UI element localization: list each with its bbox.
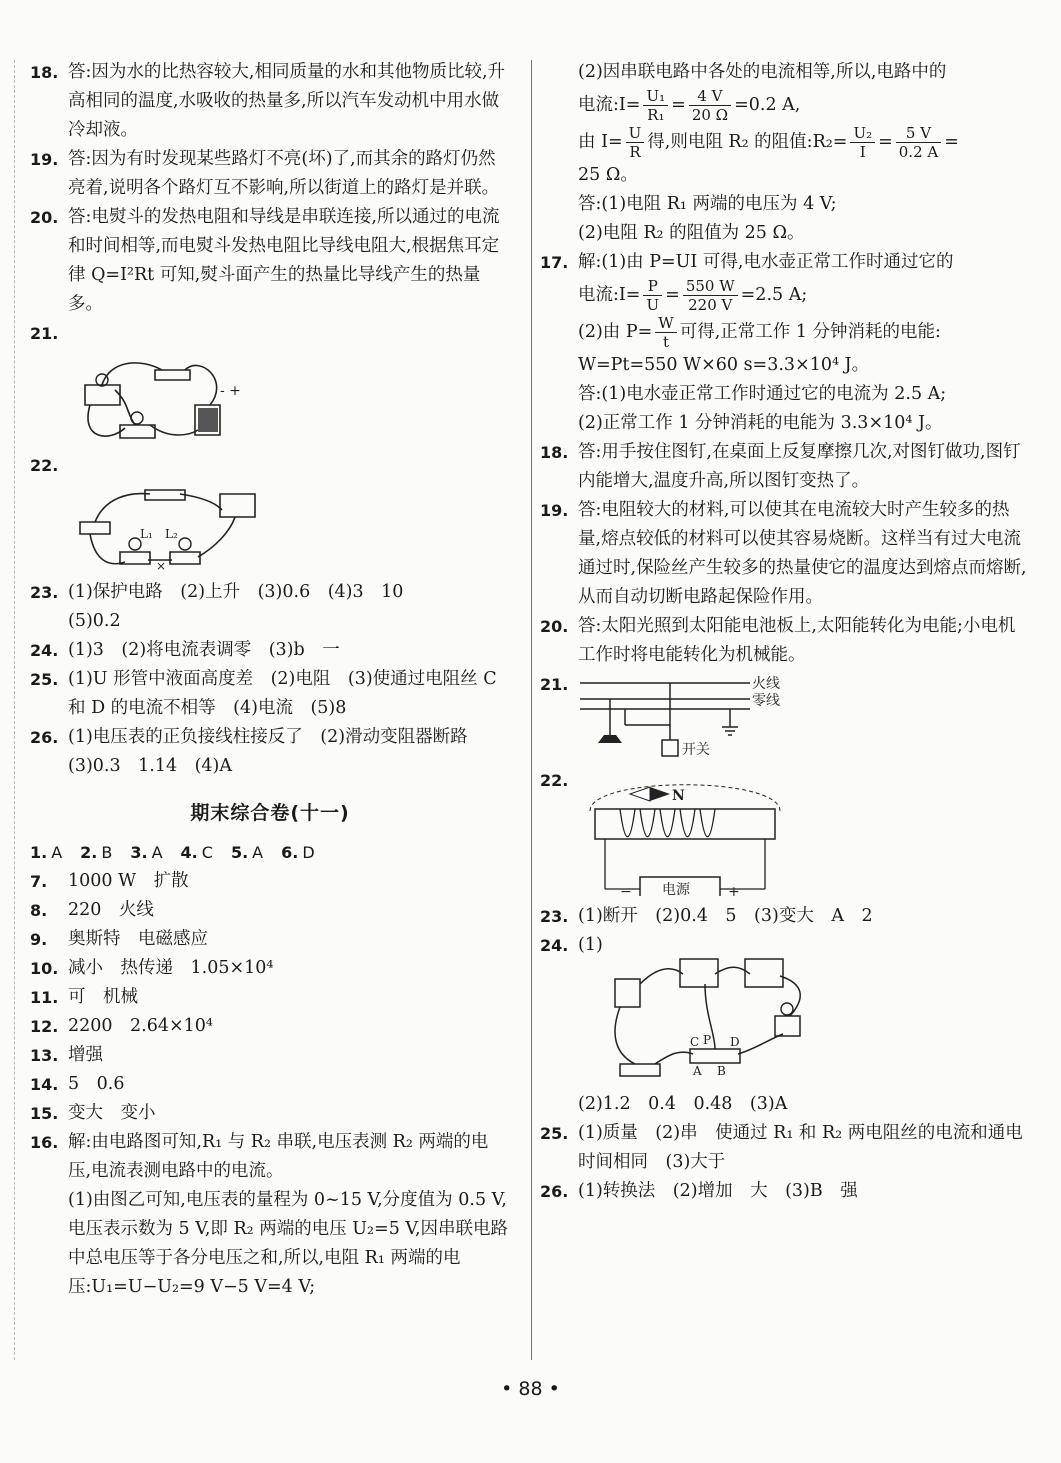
- section-title: 期末综合卷(十一): [190, 802, 350, 824]
- fill-answer: 12. 2200 2.64×10⁴: [30, 1016, 213, 1036]
- svg-text:+: +: [728, 884, 740, 896]
- svg-text:L₁: L₁: [140, 527, 153, 541]
- battery-icon: [198, 408, 218, 432]
- answer-19-right: 19. 答:电阻较大的材料,可以使其在电流较大时产生较多的热量,熔点较低的材料可以使其容易烧断。这样当有过大电流通过时,保险丝产生较多的热量使它的温度达到熔点而熔断,从而自动切断电路起保险作用。: [540, 500, 1027, 607]
- answer-20-left: 20. 答:电熨斗的发热电阻和导线是串联连接,所以通过的电流和时间相等,而电熨斗发热电阻比导线电阻大,根据焦耳定律 Q=I²Rt 可知,熨斗面产生的热量比导线产生的热量多。: [30, 207, 500, 314]
- answer-25-left: 25. (1)U 形管中液面高度差 (2)电阻 (3)使通过电阻丝 C 和 D 的电流不相等 (4)电流 (5)8: [30, 669, 497, 718]
- svg-text:A: A: [693, 1064, 702, 1078]
- svg-text:零线: 零线: [752, 693, 780, 709]
- svg-text:B: B: [717, 1064, 726, 1078]
- multiple-choice-answers: [30, 838, 510, 867]
- mc-answer: 4. C: [180, 843, 213, 862]
- svg-text:电源: 电源: [662, 882, 690, 896]
- mc-answer: 5. A: [230, 843, 264, 862]
- column-divider: [531, 60, 532, 1360]
- svg-text:L₂: L₂: [165, 527, 178, 541]
- svg-text:D: D: [730, 1035, 740, 1049]
- lamp-icon: [598, 735, 622, 743]
- mc-answer: 2. B: [80, 843, 113, 862]
- answer-25-right: 25. (1)质量 (2)串 使通过 R₁ 和 R₂ 两电阻丝的电流和通电时间相同 (3)大于: [540, 1123, 1023, 1172]
- answer-22-right: 22.: [540, 771, 569, 790]
- bulb-icon: [131, 412, 143, 424]
- answer-26-right: 26. (1)转换法 (2)增加 大 (3)B 强: [540, 1181, 858, 1201]
- binding-margin-line: [14, 60, 15, 1360]
- answer-24-right: 24. (1): [540, 935, 603, 955]
- mc-answer: 1. A: [30, 843, 63, 862]
- fill-answer: 10. 减小 热传递 1.05×10⁴: [30, 958, 274, 978]
- right-column: [540, 58, 1030, 1206]
- bulb-icon: [781, 1003, 793, 1015]
- mc-answer: 6. D: [281, 843, 315, 862]
- answer-22-left: 22.: [30, 456, 59, 475]
- answer-24-part2: (2)1.2 0.4 0.48 (3)A: [578, 1094, 788, 1114]
- answer-19-left: 19. 答:因为有时发现某些路灯不亮(坏)了,而其余的路灯仍然亮着,说明各个路灯互不影响,所以街道上的路灯是并联。: [30, 149, 500, 198]
- circuit-figure-24: [605, 954, 825, 1084]
- fill-answer: 13. 增强: [30, 1045, 103, 1065]
- answer-26-left: 26. (1)电压表的正负接线柱接反了 (2)滑动变阻器断路 (3)0.3 1.14 (4)A: [30, 727, 486, 776]
- switch-icon: [662, 740, 678, 756]
- svg-text:×: ×: [156, 559, 167, 572]
- mc-answer: 3. A: [130, 843, 163, 862]
- circuit-figure-22: [70, 482, 290, 572]
- svg-text:N: N: [672, 788, 685, 804]
- svg-text:火线: 火线: [752, 676, 780, 692]
- fill-answer: 15. 变大 变小: [30, 1103, 156, 1123]
- answer-18-left: 18. 答:因为水的比热容较大,相同质量的水和其他物质比较,升高相同的温度,水吸收的热量多,所以汽车发动机中用水做冷却液。: [30, 62, 506, 140]
- answer-17-right: 17. 解:(1)由 P=UI 可得,电水壶正常工作时通过它的 电流:I= $\frac{P}{U}$ = $\frac{550 W}{220 V}$ =2.5 A; (2)由 P= $\frac{W}{t}$ 可得,正常工作 1 分钟消耗的电能: W=Pt=550 W×60 s=3.3×10⁴ J。 答:(1)电水壶正常工作时通过它的电流为 2.5 A; (2)正常工作 1 分钟消耗的电能为 3.3×10⁴ J。: [540, 252, 954, 433]
- answer-21-right: 21.: [540, 675, 569, 694]
- answer-23-right: 23. (1)断开 (2)0.4 5 (3)变大 A 2: [540, 906, 873, 926]
- page-number: • 88 •: [501, 1378, 560, 1400]
- answer-16-left: 16. 解:由电路图可知,R₁ 与 R₂ 串联,电压表测 R₂ 两端的电压,电流表测电路中的电流。 (1)由图乙可知,电压表的量程为 0~15 V,分度值为 0.5 V,电压表示数为 5 V,即 R₂ 两端的电压 U₂=5 V,因串联电路中总电压等于各分电压之和,所以,电阻 R₁ 两端的电压:U₁=U−U₂=9 V−5 V=4 V;: [30, 1132, 509, 1297]
- answer-18-right: 18. 答:用手按住图钉,在桌面上反复摩擦几次,对图钉做功,图钉内能增大,温度升高,所以图钉变热了。: [540, 442, 1021, 491]
- answer-16-continued: (2)因串联电路中各处的电流相等,所以,电路中的 电流:I= $\frac{\text{U₁}}{\text{R₁}}$ = $\frac{4 V}{20 \Omega}$ =0.2 A, 由 I= $\frac{U}{R}$ 得,则电阻 R₂ 的阻值:R₂= $\frac{\text{U₂}}{I}$ = $\frac{5 V}{0.2 A}$ = 25 Ω。 答:(1)电阻 R₁ 两端的电压为 4 V; (2)电阻 R₂ 的阻值为 25 Ω。: [578, 62, 959, 243]
- fill-answer: 9. 奥斯特 电磁感应: [30, 929, 208, 949]
- circuit-figure-21: [70, 350, 280, 445]
- svg-text:C: C: [690, 1035, 700, 1049]
- bulb-icon: [179, 538, 191, 550]
- answer-24-left: 24. (1)3 (2)将电流表调零 (3)b 一: [30, 640, 340, 660]
- svg-text:P: P: [703, 1033, 712, 1047]
- fill-answer: 8. 220 火线: [30, 900, 154, 920]
- fill-answer: 14. 5 0.6: [30, 1074, 125, 1094]
- svg-text:- +: - +: [220, 383, 241, 399]
- svg-text:−: −: [620, 884, 632, 896]
- fill-answer: 7. 1000 W 扩散: [30, 871, 189, 891]
- answer-23-left: 23. (1)保护电路 (2)上升 (3)0.6 (4)3 10 (5)0.2: [30, 582, 404, 631]
- answer-20-right: 20. 答:太阳光照到太阳能电池板上,太阳能转化为电能;小电机工作时将电能转化为机械能。: [540, 616, 1016, 665]
- svg-text:开关: 开关: [682, 742, 710, 758]
- answer-21-left: 21.: [30, 324, 59, 343]
- fill-answer: 11. 可 机械: [30, 987, 138, 1007]
- left-column: [30, 58, 510, 1302]
